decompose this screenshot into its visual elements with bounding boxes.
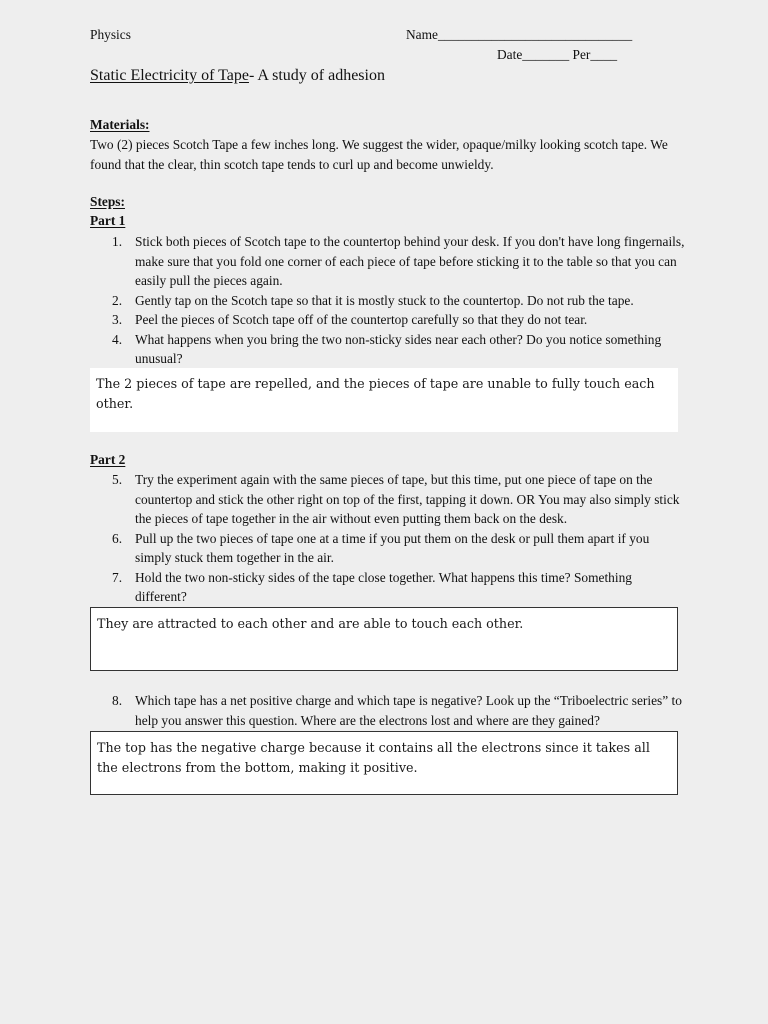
question8-list: [90, 691, 686, 730]
step-text: Which tape has a net positive charge and which tape is negative? Look up the “Triboelectric series” to help you answer this question. Where are the electrons lost and where are they gained?: [135, 693, 682, 728]
list-item: [90, 330, 686, 369]
materials-label: Materials:: [90, 117, 150, 132]
part2-label: Part 2: [90, 452, 126, 467]
subject-label: Physics: [90, 27, 131, 42]
list-item: [90, 691, 686, 730]
title-suffix: - A study of adhesion: [248, 67, 385, 84]
date-per-field[interactable]: Date_______ Per____: [497, 47, 618, 62]
list-item: [90, 310, 686, 330]
step-text: Pull up the two pieces of tape one at a time if you put them on the desk or pull them apart if you simply stuck them together in the air.: [135, 530, 650, 565]
step-text: Peel the pieces of Scotch tape off of the countertop carefully so that they do not tear.: [135, 312, 588, 327]
step-text: What happens when you bring the two non-sticky sides near each other? Do you notice something unusual?: [135, 331, 662, 366]
list-item: [90, 291, 686, 311]
part1-label: Part 1: [90, 213, 126, 228]
step-number: 2.: [112, 292, 123, 308]
title-main: Static Electricity of Tape: [90, 67, 249, 84]
question8-answer-box[interactable]: The top has the negative charge because it contains all the electrons since it takes all the electrons from the bottom, making it positive.: [90, 731, 678, 795]
page-title: [90, 67, 385, 85]
step-text: Stick both pieces of Scotch tape to the countertop behind your desk. If you don't have long fingernails, make sure that you fold one corner of each piece of tape before sticking it to the table so that you can easily pull the pieces again.: [135, 234, 685, 288]
list-item: [90, 232, 686, 291]
step-number: 8.: [112, 693, 123, 708]
list-item: [90, 529, 686, 568]
steps-label: Steps:: [90, 194, 125, 209]
part2-steps-list: [90, 470, 686, 607]
step-text: Try the experiment again with the same pieces of tape, but this time, put one piece of tape on the countertop and stick the other right on top of the first, tapping it down. OR You may also simply stick the pieces of tape together in the air without even putting them back on the desk.: [135, 472, 680, 526]
step-text: Gently tap on the Scotch tape so that it is mostly stuck to the countertop. Do not rub the tape.: [135, 292, 634, 308]
part2-answer-box[interactable]: They are attracted to each other and are able to touch each other.: [90, 607, 678, 671]
step-number: 5.: [112, 472, 123, 487]
step-number: 7.: [112, 569, 123, 585]
name-field[interactable]: Name_____________________________: [406, 27, 633, 42]
materials-text: Two (2) pieces Scotch Tape a few inches long. We suggest the wider, opaque/milky looking scotch tape. We found that the clear, thin scotch tape tends to curl up and become unwieldy.: [90, 137, 668, 172]
step-number: 4.: [112, 331, 123, 347]
part1-steps-list: [90, 232, 686, 369]
part1-answer-box[interactable]: The 2 pieces of tape are repelled, and the pieces of tape are unable to fully touch each other.: [90, 368, 678, 432]
step-text: Hold the two non-sticky sides of the tape close together. What happens this time? Something different?: [135, 569, 632, 604]
list-item: [90, 568, 686, 607]
list-item: [90, 470, 686, 529]
step-number: 3.: [112, 312, 123, 327]
step-number: 1.: [112, 234, 123, 249]
step-number: 6.: [112, 530, 123, 546]
